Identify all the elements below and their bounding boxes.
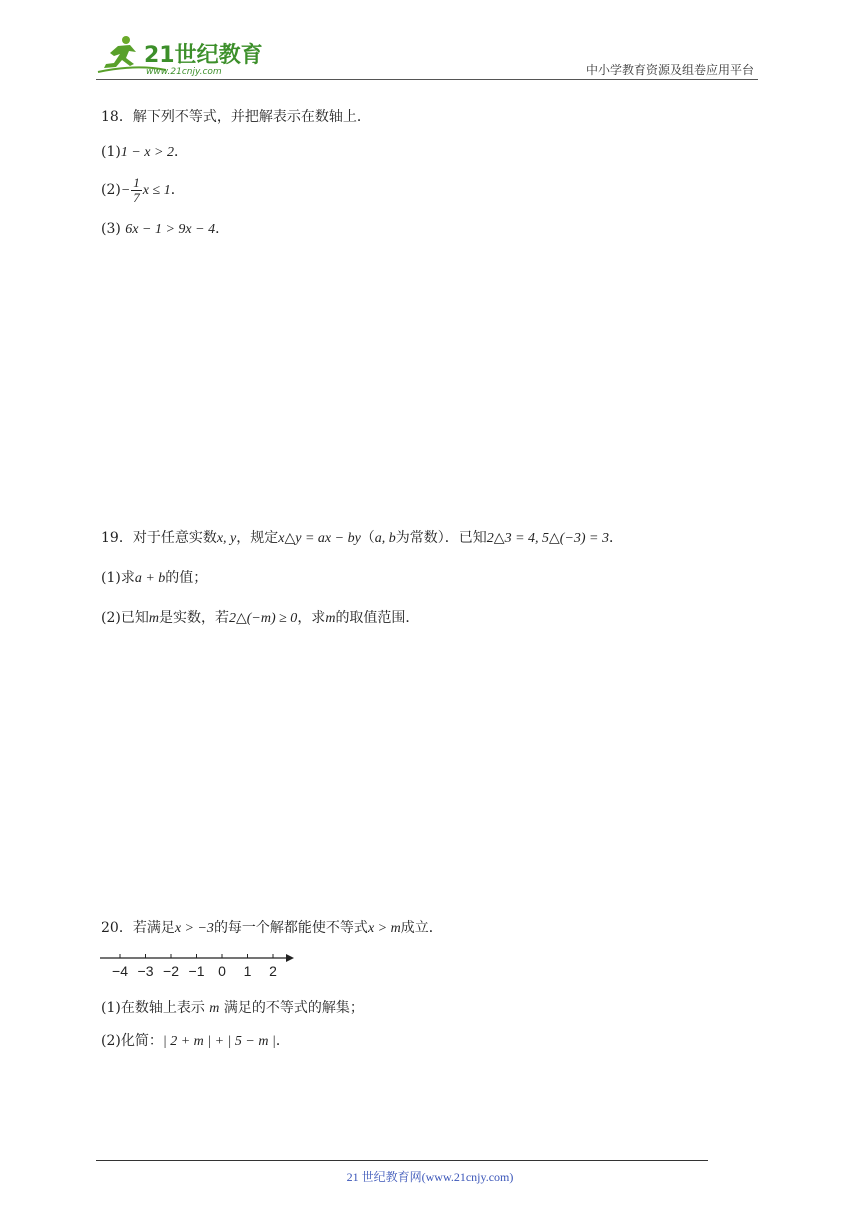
- q19-stem: [101, 527, 623, 547]
- q19-part2-text-d: 的取值范围．: [335, 610, 420, 626]
- header-divider: [96, 79, 758, 80]
- q18-part2-minus: −: [120, 183, 131, 198]
- q20-stem-math1: x > −3: [174, 921, 214, 936]
- q19-stem-text-b: ，规定: [236, 530, 279, 546]
- q19-part2-text-a: (2)已知: [101, 610, 149, 626]
- number-line-label: −3: [137, 963, 154, 979]
- number-line-label: 2: [269, 963, 277, 979]
- q19-part2-m: m: [148, 611, 159, 626]
- q18-part1: [101, 141, 188, 161]
- q19-part1-text-a: (1)求: [101, 570, 135, 586]
- q20-stem-text-a: 20．若满足: [101, 920, 175, 936]
- q19-part2-text-c: ，求: [297, 610, 326, 626]
- number-line: [98, 952, 298, 986]
- q19-part2-m2: m: [325, 611, 336, 626]
- q18-part1-end: ．: [173, 144, 188, 160]
- q19-part1: [101, 567, 207, 587]
- q20-part2-text-a: (2)化简：: [101, 1033, 163, 1049]
- q18-part2-end: ．: [170, 182, 185, 198]
- q20-stem-text-b: 的每一个解都能使不等式: [213, 920, 368, 936]
- number-line-label: −4: [112, 963, 128, 979]
- q19-stem-text-c: 为常数）．已知: [395, 530, 487, 546]
- q19-definition: x△y = ax − by: [278, 531, 361, 546]
- q18-stem: 18．解下列不等式，并把解表示在数轴上．: [101, 109, 371, 125]
- header-platform-text: 中小学教育资源及组卷应用平台: [585, 63, 754, 77]
- fraction-denominator: 7: [133, 189, 140, 205]
- q20-part2: [101, 1030, 290, 1050]
- q20-part1-m: m: [209, 1001, 220, 1016]
- q18-part3-math: 6x − 1 > 9x − 4: [125, 222, 216, 237]
- logo-text: 21世纪教育: [144, 43, 263, 68]
- q20-stem-text-c: 成立．: [400, 920, 443, 936]
- q19-part2-math: 2△(−m) ≥ 0: [228, 611, 298, 626]
- number-line-label: 1: [243, 963, 252, 979]
- q19-stem-text-a: 19．对于任意实数: [101, 530, 217, 546]
- q19-given: 2△3 = 4, 5△(−3) = 3: [486, 531, 609, 546]
- q19-part2-text-b: 是实数，若: [158, 610, 229, 626]
- q20-part1-text-b: 满足的不等式的解集；: [223, 1000, 364, 1016]
- q19-paren-open: （: [360, 530, 375, 546]
- q18-part3-label: (3): [101, 221, 121, 237]
- q18-part2-math: x ≤ 1: [142, 183, 171, 198]
- q20-part2-math: | 2 + m | + | 5 − m |: [162, 1034, 276, 1049]
- q20-part1: [101, 997, 364, 1017]
- footer-text: 21 世纪教育网(www.21cnjy.com): [346, 1170, 514, 1184]
- q20-stem: [101, 917, 443, 937]
- number-line-label: 0: [218, 963, 226, 979]
- q19-ab: a, b: [374, 531, 396, 546]
- q19-stem-end: ．: [609, 530, 623, 546]
- fraction-numerator: 1: [133, 174, 140, 190]
- q20-part1-text-a: (1)在数轴上表示: [101, 1000, 205, 1016]
- q18-part2: [101, 170, 185, 210]
- q18-part2-label: (2): [101, 182, 121, 198]
- q19-vars: x, y: [216, 531, 237, 546]
- q18-part3-end: ．: [215, 221, 230, 237]
- site-logo: [96, 34, 266, 78]
- q18-part1-math: 1 − x > 2: [120, 145, 174, 160]
- number-line-label: −1: [188, 963, 205, 979]
- q19-part1-text-b: 的值；: [165, 570, 208, 586]
- q18-part1-label: (1): [101, 144, 121, 160]
- q18-part2-fraction: [131, 176, 142, 205]
- q19-part2: [101, 607, 419, 627]
- q20-part2-end: ．: [275, 1033, 290, 1049]
- number-line-label: −2: [163, 963, 179, 979]
- q18-part3: [101, 218, 229, 238]
- footer-divider: [96, 1160, 708, 1161]
- logo-url: www.21cnjy.com: [146, 67, 222, 77]
- q19-part1-math: a + b: [134, 571, 166, 586]
- number-line-arrow: [286, 954, 294, 962]
- q20-stem-math2: x > m: [367, 921, 401, 936]
